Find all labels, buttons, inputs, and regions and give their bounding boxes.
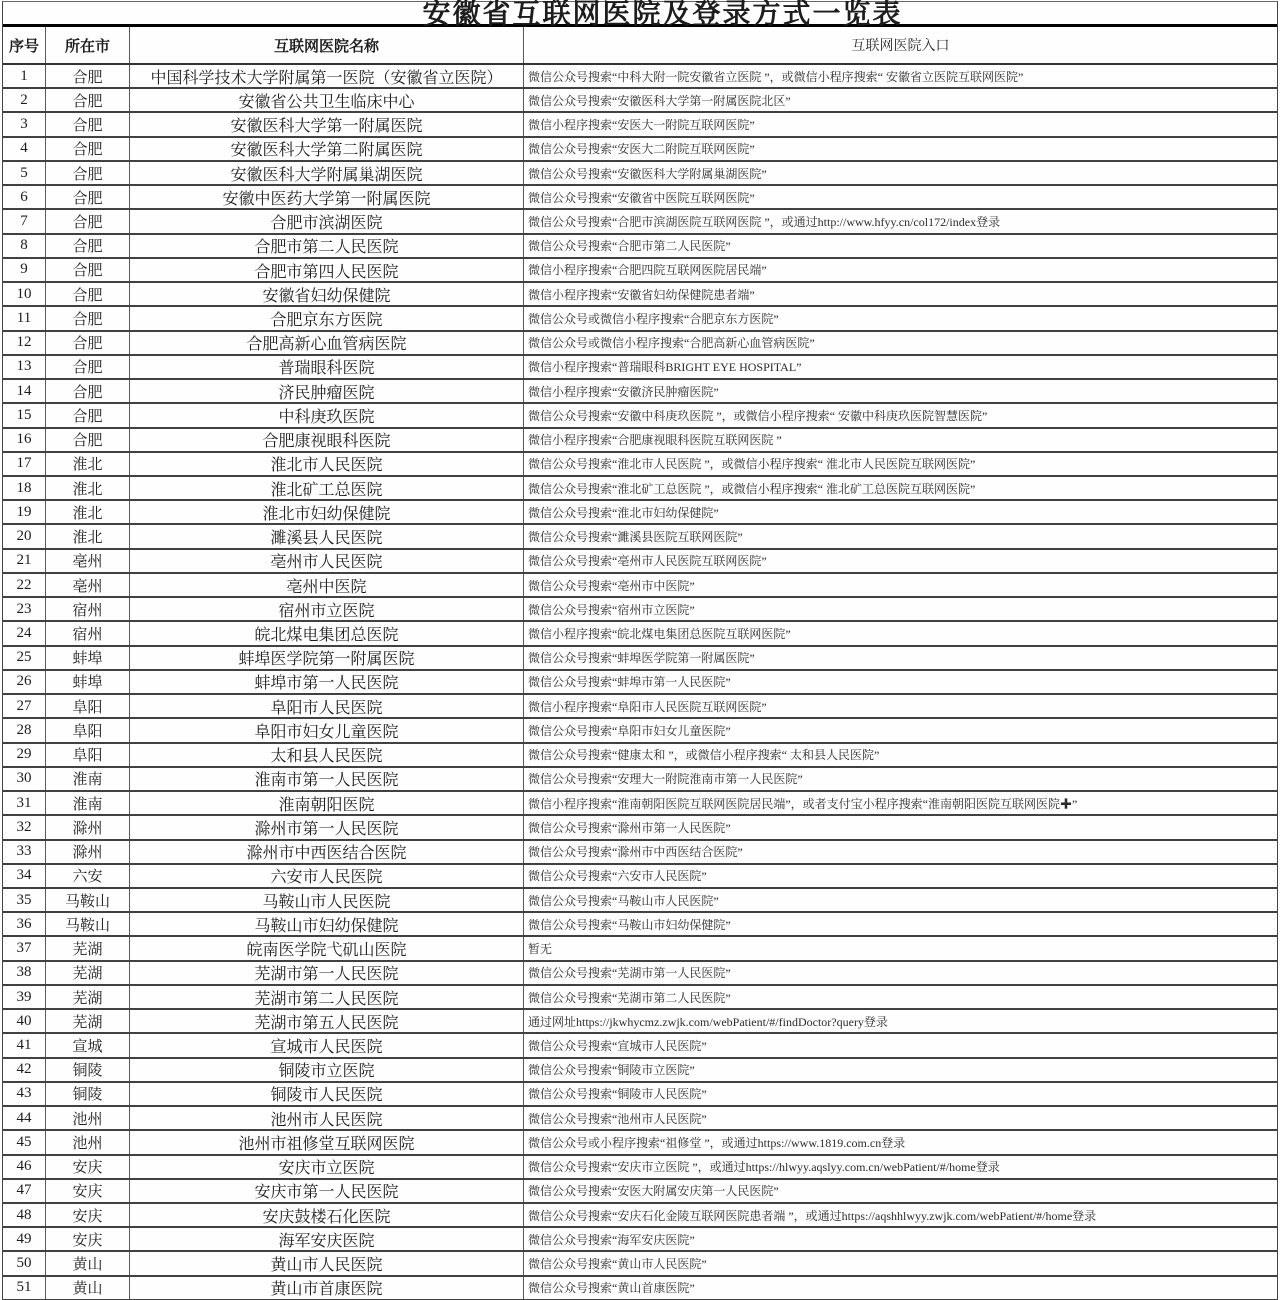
table-row [3, 622, 1277, 646]
entry-method-cell: 微信小程序搜索“安徽济民肿瘤医院” [528, 384, 719, 399]
entry-method-cell: 微信小程序搜索“合肥康视眼科医院互联网医院 ” [528, 433, 782, 448]
row-number-cell: 23 [3, 598, 46, 620]
table-row [3, 1083, 1277, 1107]
table-row [3, 889, 1277, 913]
row-number-cell: 6 [3, 186, 46, 208]
hospital-name-cell: 蚌埠医学院第一附属医院 [130, 647, 524, 669]
row-number-cell: 28 [3, 719, 46, 741]
entry-method-cell: 微信小程序搜索“阜阳市人民医院互联网医院” [528, 699, 767, 714]
hospital-name-cell: 中科庚玖医院 [130, 404, 524, 426]
city-cell: 合肥 [46, 113, 130, 135]
row-number-cell: 13 [3, 356, 46, 378]
page-title: 安徽省互联网医院及登录方式一览表 [422, 0, 903, 30]
city-cell: 淮南 [46, 768, 130, 790]
row-number-cell: 5 [3, 162, 46, 184]
city-cell: 淮北 [46, 453, 130, 475]
row-number-cell: 32 [3, 816, 46, 838]
hospital-name-cell: 安庆鼓楼石化医院 [130, 1204, 524, 1226]
city-cell: 淮南 [46, 792, 130, 814]
city-cell: 宣城 [46, 1034, 130, 1056]
hospital-name-cell: 合肥市滨湖医院 [130, 210, 524, 232]
table-row [3, 816, 1277, 840]
table-row [3, 259, 1277, 283]
city-cell: 芜湖 [46, 962, 130, 984]
table-row [3, 841, 1277, 865]
row-number-cell: 49 [3, 1228, 46, 1250]
table-row [3, 1131, 1277, 1155]
entry-method-cell: 微信公众号搜索“健康太和 ”，或微信小程序搜索“ 太和县人民医院” [528, 748, 880, 763]
entry-method-cell: 微信公众号搜索“马鞍山市人民医院” [528, 893, 719, 908]
entry-method-cell: 微信小程序搜索“合肥四院互联网医院居民端” [528, 263, 767, 278]
table-row [3, 453, 1277, 477]
column-header-entry: 互联网医院入口 [851, 39, 950, 54]
city-cell: 合肥 [46, 162, 130, 184]
row-number-cell: 17 [3, 453, 46, 475]
hospital-name-cell: 安徽医科大学附属巢湖医院 [130, 162, 524, 184]
row-number-cell: 36 [3, 913, 46, 935]
entry-method-cell: 微信公众号搜索“淮北市人民医院 ”，或微信小程序搜索“ 淮北市人民医院互联网医院” [528, 457, 976, 472]
city-cell: 滁州 [46, 816, 130, 838]
row-number-cell: 47 [3, 1180, 46, 1202]
column-header-no: 序号 [3, 27, 46, 63]
entry-method-cell: 微信公众号搜索“芜湖市第一人民医院” [528, 966, 731, 981]
hospital-name-cell: 马鞍山市人民医院 [130, 889, 524, 911]
row-number-cell: 20 [3, 525, 46, 547]
city-cell: 蚌埠 [46, 647, 130, 669]
table-row [3, 574, 1277, 598]
hospital-name-cell: 铜陵市人民医院 [130, 1083, 524, 1105]
table-row [3, 477, 1277, 501]
hospital-table [2, 1, 1278, 1300]
entry-method-cell: 微信公众号搜索“安徽医科大学附属巢湖医院” [528, 166, 767, 181]
row-number-cell: 11 [3, 307, 46, 329]
hospital-name-cell: 亳州市人民医院 [130, 550, 524, 572]
table-row [3, 356, 1277, 380]
table-row [3, 380, 1277, 404]
row-number-cell: 29 [3, 744, 46, 766]
city-cell: 合肥 [46, 404, 130, 426]
entry-method-cell: 微信公众号搜索“滁州市第一人民医院” [528, 820, 731, 835]
city-cell: 安庆 [46, 1228, 130, 1250]
table-header-row [3, 27, 1277, 65]
entry-method-cell: 微信公众号或小程序搜索“祖修堂 ”，或通过https://www.1819.com.cn登录 [528, 1135, 906, 1150]
table-row [3, 307, 1277, 331]
entry-method-cell: 微信公众号搜索“阜阳市妇女儿童医院” [528, 723, 731, 738]
entry-method-cell: 微信公众号搜索“铜陵市立医院” [528, 1063, 695, 1078]
entry-method-cell: 微信公众号搜索“安理大一附院淮南市第一人民医院” [528, 772, 803, 787]
row-number-cell: 10 [3, 283, 46, 305]
city-cell: 芜湖 [46, 937, 130, 959]
entry-method-cell: 微信公众号搜索“宣城市人民医院” [528, 1038, 707, 1053]
entry-method-cell: 微信公众号搜索“铜陵市人民医院” [528, 1087, 707, 1102]
city-cell: 合肥 [46, 356, 130, 378]
entry-method-cell: 微信公众号搜索“淮北市妇幼保健院” [528, 505, 719, 520]
table-row [3, 1059, 1277, 1083]
city-cell: 黄山 [46, 1252, 130, 1274]
city-cell: 淮北 [46, 477, 130, 499]
entry-method-cell: 微信公众号搜索“安医大附属安庆第一人民医院” [528, 1184, 779, 1199]
table-row [3, 501, 1277, 525]
entry-method-cell: 微信公众号搜索“中科大附一院安徽省立医院 ”，或微信小程序搜索“ 安徽省立医院互联网医院” [528, 69, 1024, 84]
hospital-name-cell: 池州市祖修堂互联网医院 [130, 1131, 524, 1153]
city-cell: 铜陵 [46, 1059, 130, 1081]
entry-method-cell: 微信公众号搜索“濉溪县医院互联网医院” [528, 530, 743, 545]
entry-method-cell: 微信公众号搜索“宿州市立医院” [528, 602, 695, 617]
city-cell: 池州 [46, 1131, 130, 1153]
entry-method-cell: 微信小程序搜索“普瑞眼科BRIGHT EYE HOSPITAL” [528, 360, 802, 375]
city-cell: 蚌埠 [46, 671, 130, 693]
city-cell: 合肥 [46, 235, 130, 257]
table-row [3, 1228, 1277, 1252]
row-number-cell: 27 [3, 695, 46, 717]
row-number-cell: 46 [3, 1156, 46, 1178]
hospital-name-cell: 马鞍山市妇幼保健院 [130, 913, 524, 935]
row-number-cell: 45 [3, 1131, 46, 1153]
city-cell: 安庆 [46, 1180, 130, 1202]
city-cell: 铜陵 [46, 1083, 130, 1105]
entry-method-cell: 微信公众号搜索“六安市人民医院” [528, 869, 707, 884]
table-body [3, 65, 1277, 1300]
table-row [3, 89, 1277, 113]
hospital-name-cell: 安徽省妇幼保健院 [130, 283, 524, 305]
entry-method-cell: 微信公众号或微信小程序搜索“合肥高新心血管病医院” [528, 336, 815, 351]
city-cell: 合肥 [46, 283, 130, 305]
city-cell: 合肥 [46, 380, 130, 402]
row-number-cell: 50 [3, 1252, 46, 1274]
city-cell: 宿州 [46, 598, 130, 620]
city-cell: 马鞍山 [46, 889, 130, 911]
entry-method-cell: 微信公众号搜索“安徽中科庚玖医院 ”，或微信小程序搜索“ 安徽中科庚玖医院智慧医院” [528, 408, 988, 423]
table-row [3, 792, 1277, 816]
entry-method-cell: 微信公众号或微信小程序搜索“合肥京东方医院” [528, 311, 779, 326]
city-cell: 合肥 [46, 138, 130, 160]
table-row [3, 138, 1277, 162]
city-cell: 合肥 [46, 89, 130, 111]
entry-method-cell: 微信公众号搜索“安医大二附院互联网医院” [528, 142, 755, 157]
entry-method-cell: 微信公众号搜索“池州市人民医院” [528, 1111, 707, 1126]
hospital-name-cell: 皖北煤电集团总医院 [130, 622, 524, 644]
table-row [3, 65, 1277, 89]
city-cell: 合肥 [46, 332, 130, 354]
column-header-hospital-name: 互联网医院名称 [130, 27, 524, 63]
hospital-name-cell: 济民肿瘤医院 [130, 380, 524, 402]
table-row [3, 1156, 1277, 1180]
hospital-name-cell: 芜湖市第二人民医院 [130, 986, 524, 1008]
entry-method-cell: 微信公众号搜索“合肥市滨湖医院互联网医院 ”，或通过http://www.hfyy.cn/col172/index登录 [528, 215, 1001, 230]
row-number-cell: 44 [3, 1107, 46, 1129]
entry-method-cell: 微信公众号搜索“蚌埠医学院第一附属医院” [528, 651, 755, 666]
table-row [3, 1010, 1277, 1034]
city-cell: 安庆 [46, 1204, 130, 1226]
city-cell: 合肥 [46, 259, 130, 281]
row-number-cell: 12 [3, 332, 46, 354]
hospital-name-cell: 池州市人民医院 [130, 1107, 524, 1129]
row-number-cell: 14 [3, 380, 46, 402]
hospital-name-cell: 滁州市第一人民医院 [130, 816, 524, 838]
entry-method-cell: 微信公众号搜索“蚌埠市第一人民医院” [528, 675, 731, 690]
table-row [3, 647, 1277, 671]
hospital-name-cell: 亳州中医院 [130, 574, 524, 596]
city-cell: 合肥 [46, 65, 130, 87]
city-cell: 阜阳 [46, 695, 130, 717]
table-row [3, 671, 1277, 695]
row-number-cell: 37 [3, 937, 46, 959]
row-number-cell: 26 [3, 671, 46, 693]
row-number-cell: 41 [3, 1034, 46, 1056]
table-row [3, 865, 1277, 889]
city-cell: 池州 [46, 1107, 130, 1129]
row-number-cell: 39 [3, 986, 46, 1008]
city-cell: 芜湖 [46, 1010, 130, 1032]
row-number-cell: 2 [3, 89, 46, 111]
hospital-name-cell: 中国科学技术大学附属第一医院（安徽省立医院） [130, 65, 524, 87]
row-number-cell: 40 [3, 1010, 46, 1032]
hospital-name-cell: 滁州市中西医结合医院 [130, 841, 524, 863]
row-number-cell: 38 [3, 962, 46, 984]
table-row [3, 744, 1277, 768]
table-row [3, 525, 1277, 549]
hospital-name-cell: 皖南医学院弋矶山医院 [130, 937, 524, 959]
column-header-city: 所在市 [46, 27, 130, 63]
entry-method-cell: 微信小程序搜索“皖北煤电集团总医院互联网医院” [528, 627, 791, 641]
hospital-name-cell: 芜湖市第一人民医院 [130, 962, 524, 984]
hospital-name-cell: 安庆市第一人民医院 [130, 1180, 524, 1202]
city-cell: 阜阳 [46, 744, 130, 766]
city-cell: 合肥 [46, 186, 130, 208]
row-number-cell: 15 [3, 404, 46, 426]
row-number-cell: 31 [3, 792, 46, 814]
row-number-cell: 35 [3, 889, 46, 911]
city-cell: 合肥 [46, 429, 130, 451]
city-cell: 芜湖 [46, 986, 130, 1008]
table-row [3, 986, 1277, 1010]
entry-method-cell: 微信公众号搜索“淮北矿工总医院 ”，或微信小程序搜索“ 淮北矿工总医院互联网医院” [528, 481, 976, 496]
city-cell: 淮北 [46, 525, 130, 547]
hospital-name-cell: 合肥市第二人民医院 [130, 235, 524, 257]
row-number-cell: 16 [3, 429, 46, 451]
hospital-name-cell: 淮北市妇幼保健院 [130, 501, 524, 523]
table-row [3, 598, 1277, 622]
table-row [3, 768, 1277, 792]
city-cell: 安庆 [46, 1156, 130, 1178]
table-row [3, 937, 1277, 961]
hospital-name-cell: 芜湖市第五人民医院 [130, 1010, 524, 1032]
row-number-cell: 34 [3, 865, 46, 887]
table-row [3, 186, 1277, 210]
city-cell: 亳州 [46, 574, 130, 596]
table-row [3, 1277, 1277, 1300]
row-number-cell: 48 [3, 1204, 46, 1226]
table-row [3, 162, 1277, 186]
row-number-cell: 22 [3, 574, 46, 596]
city-cell: 马鞍山 [46, 913, 130, 935]
hospital-name-cell: 六安市人民医院 [130, 865, 524, 887]
table-row [3, 283, 1277, 307]
title-row [3, 0, 1277, 30]
hospital-name-cell: 普瑞眼科医院 [130, 356, 524, 378]
hospital-name-cell: 合肥高新心血管病医院 [130, 332, 524, 354]
hospital-name-cell: 宿州市立医院 [130, 598, 524, 620]
entry-method-cell: 微信公众号搜索“亳州市中医院” [528, 578, 695, 593]
hospital-name-cell: 阜阳市人民医院 [130, 695, 524, 717]
entry-method-cell: 微信公众号搜索“合肥市第二人民医院” [528, 239, 731, 254]
entry-method-cell: 微信公众号搜索“黄山市人民医院” [528, 1257, 707, 1272]
entry-method-cell: 微信公众号搜索“滁州市中西医结合医院” [528, 845, 743, 860]
city-cell: 淮北 [46, 501, 130, 523]
entry-method-cell: 微信公众号搜索“安庆石化金陵互联网医院患者端 ”，或通过https://aqshhlwyy.zwjk.com/webPatient/#/home登录 [528, 1208, 1097, 1223]
hospital-name-cell: 蚌埠市第一人民医院 [130, 671, 524, 693]
hospital-name-cell: 黄山市首康医院 [130, 1277, 524, 1299]
entry-method-cell: 微信小程序搜索“淮南朝阳医院互联网医院居民端”，或者支付宝小程序搜索“淮南朝阳医院互联网医院✚” [528, 796, 1078, 811]
hospital-name-cell: 宣城市人民医院 [130, 1034, 524, 1056]
table-row [3, 1034, 1277, 1058]
hospital-name-cell: 安徽医科大学第二附属医院 [130, 138, 524, 160]
table-row [3, 404, 1277, 428]
entry-method-cell: 通过网址https://jkwhycmz.zwjk.com/webPatient/#/findDoctor?query登录 [528, 1014, 888, 1029]
entry-method-cell: 微信公众号搜索“安徽医科大学第一附属医院北区” [528, 93, 791, 108]
hospital-name-cell: 海军安庆医院 [130, 1228, 524, 1250]
row-number-cell: 33 [3, 841, 46, 863]
row-number-cell: 21 [3, 550, 46, 572]
hospital-name-cell: 阜阳市妇女儿童医院 [130, 719, 524, 741]
row-number-cell: 24 [3, 622, 46, 644]
row-number-cell: 1 [3, 65, 46, 87]
row-number-cell: 4 [3, 138, 46, 160]
row-number-cell: 18 [3, 477, 46, 499]
table-row [3, 913, 1277, 937]
hospital-name-cell: 合肥康视眼科医院 [130, 429, 524, 451]
row-number-cell: 19 [3, 501, 46, 523]
table-row [3, 210, 1277, 234]
entry-method-cell: 微信公众号搜索“亳州市人民医院互联网医院” [528, 554, 767, 569]
hospital-name-cell: 安庆市立医院 [130, 1156, 524, 1178]
entry-method-cell: 微信公众号搜索“马鞍山市妇幼保健院” [528, 917, 731, 932]
table-row [3, 962, 1277, 986]
row-number-cell: 51 [3, 1277, 46, 1299]
row-number-cell: 43 [3, 1083, 46, 1105]
table-row [3, 1204, 1277, 1228]
table-row [3, 695, 1277, 719]
table-row [3, 235, 1277, 259]
city-cell: 滁州 [46, 841, 130, 863]
row-number-cell: 25 [3, 647, 46, 669]
city-cell: 合肥 [46, 210, 130, 232]
hospital-name-cell: 合肥京东方医院 [130, 307, 524, 329]
row-number-cell: 7 [3, 210, 46, 232]
table-row [3, 113, 1277, 137]
entry-method-cell: 微信公众号搜索“芜湖市第二人民医院” [528, 990, 731, 1005]
city-cell: 黄山 [46, 1277, 130, 1299]
hospital-name-cell: 安徽省公共卫生临床中心 [130, 89, 524, 111]
hospital-name-cell: 淮南市第一人民医院 [130, 768, 524, 790]
row-number-cell: 42 [3, 1059, 46, 1081]
table-row [3, 1180, 1277, 1204]
entry-method-cell: 微信公众号搜索“海军安庆医院” [528, 1232, 695, 1247]
hospital-name-cell: 合肥市第四人民医院 [130, 259, 524, 281]
table-row [3, 429, 1277, 453]
city-cell: 六安 [46, 865, 130, 887]
hospital-name-cell: 淮北矿工总医院 [130, 477, 524, 499]
entry-method-cell: 微信公众号搜索“黄山首康医院” [528, 1281, 695, 1296]
row-number-cell: 9 [3, 259, 46, 281]
row-number-cell: 8 [3, 235, 46, 257]
row-number-cell: 3 [3, 113, 46, 135]
city-cell: 阜阳 [46, 719, 130, 741]
city-cell: 宿州 [46, 622, 130, 644]
hospital-name-cell: 濉溪县人民医院 [130, 525, 524, 547]
table-row [3, 550, 1277, 574]
city-cell: 亳州 [46, 550, 130, 572]
entry-method-cell: 微信公众号搜索“安徽省中医院互联网医院” [528, 190, 755, 205]
entry-method-cell: 微信小程序搜索“安医大一附院互联网医院” [528, 118, 755, 133]
hospital-name-cell: 太和县人民医院 [130, 744, 524, 766]
hospital-name-cell: 安徽医科大学第一附属医院 [130, 113, 524, 135]
hospital-name-cell: 铜陵市立医院 [130, 1059, 524, 1081]
hospital-name-cell: 淮南朝阳医院 [130, 792, 524, 814]
city-cell: 合肥 [46, 307, 130, 329]
entry-method-cell: 微信小程序搜索“安徽省妇幼保健院患者端” [528, 287, 755, 302]
row-number-cell: 30 [3, 768, 46, 790]
table-row [3, 1107, 1277, 1131]
entry-method-cell: 微信公众号搜索“安庆市立医院 ”，或通过https://hlwyy.aqslyy.com.cn/webPatient/#/home登录 [528, 1160, 1000, 1175]
hospital-name-cell: 安徽中医药大学第一附属医院 [130, 186, 524, 208]
hospital-name-cell: 黄山市人民医院 [130, 1252, 524, 1274]
entry-method-cell: 暂无 [528, 942, 553, 957]
hospital-name-cell: 淮北市人民医院 [130, 453, 524, 475]
table-row [3, 332, 1277, 356]
table-row [3, 719, 1277, 743]
table-row [3, 1252, 1277, 1276]
